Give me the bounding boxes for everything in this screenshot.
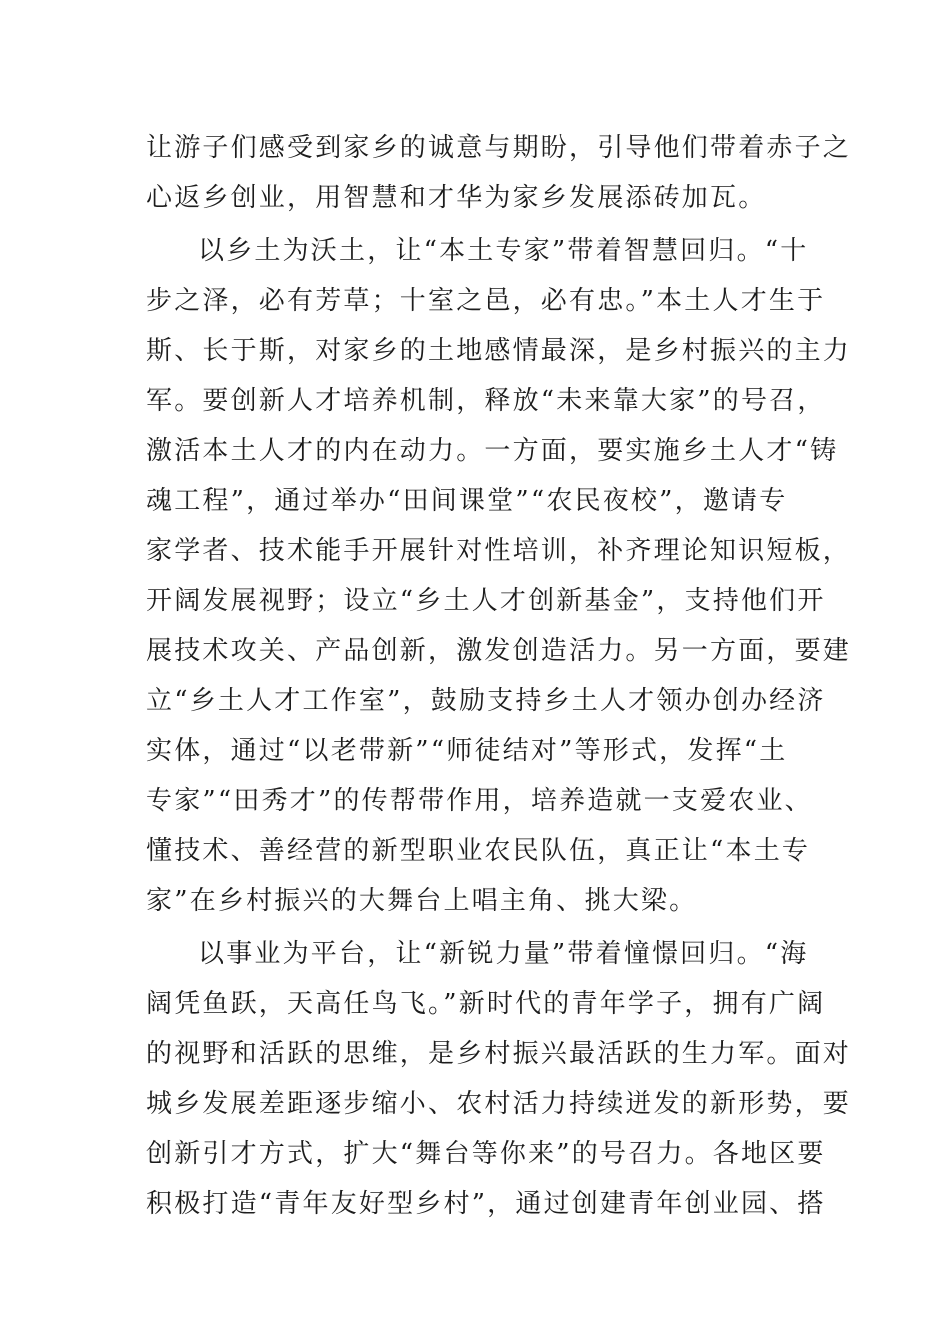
text-line: 斯、长于斯，对家乡的土地感情最深，是乡村振兴的主力 [146,336,852,366]
text-line: 的视野和活跃的思维，是乡村振兴最活跃的生力军。面对 [146,1039,852,1069]
text-line: 军。要创新人才培养机制，释放“未来靠大家”的号召， [146,386,826,416]
text-line: 立“乡土人才工作室”，鼓励支持乡土人才领办创办经济 [146,686,826,716]
text-line: 专家”“田秀才”的传帮带作用，培养造就一支爱农业、 [146,786,813,816]
text-line: 激活本土人才的内在动力。一方面，要实施乡土人才“铸 [146,436,839,466]
text-line: 阔凭鱼跃，天高任鸟飞。”新时代的青年学子，拥有广阔 [146,989,826,1019]
text-line: 创新引才方式，扩大“舞台等你来”的号召力。各地区要 [146,1139,826,1169]
text-line: 展技术攻关、产品创新，激发创造活力。另一方面，要建 [146,636,852,666]
text-line: 实体，通过“以老带新”“师徒结对”等形式，发挥“土 [146,736,788,766]
text-line: 步之泽，必有芳草；十室之邑，必有忠。”本土人才生于 [146,286,826,316]
text-line: 魂工程”，通过举办“田间课堂”“农民夜校”，邀请专 [146,486,788,516]
text-line: 开阔发展视野；设立“乡土人才创新基金”，支持他们开 [146,586,826,616]
text-line: 家”在乡村振兴的大舞台上唱主角、挑大梁。 [146,886,698,916]
text-line: 心返乡创业，用智慧和才华为家乡发展添砖加瓦。 [146,183,767,213]
paragraph-first-line: 以乡土为沃土，让“本土专家”带着智慧回归。“十 [198,236,809,266]
text-line: 家学者、技术能手开展针对性培训，补齐理论知识短板， [146,536,852,566]
text-line: 懂技术、善经营的新型职业农民队伍，真正让“本土专 [146,836,811,866]
paragraph-first-line: 以事业为平台，让“新锐力量”带着憧憬回归。“海 [198,939,809,969]
text-line: 积极打造“青年友好型乡村”，通过创建青年创业园、搭 [146,1189,826,1219]
text-line: 城乡发展差距逐步缩小、农村活力持续迸发的新形势，要 [146,1089,852,1119]
text-line: 让游子们感受到家乡的诚意与期盼，引导他们带着赤子之 [146,133,852,163]
